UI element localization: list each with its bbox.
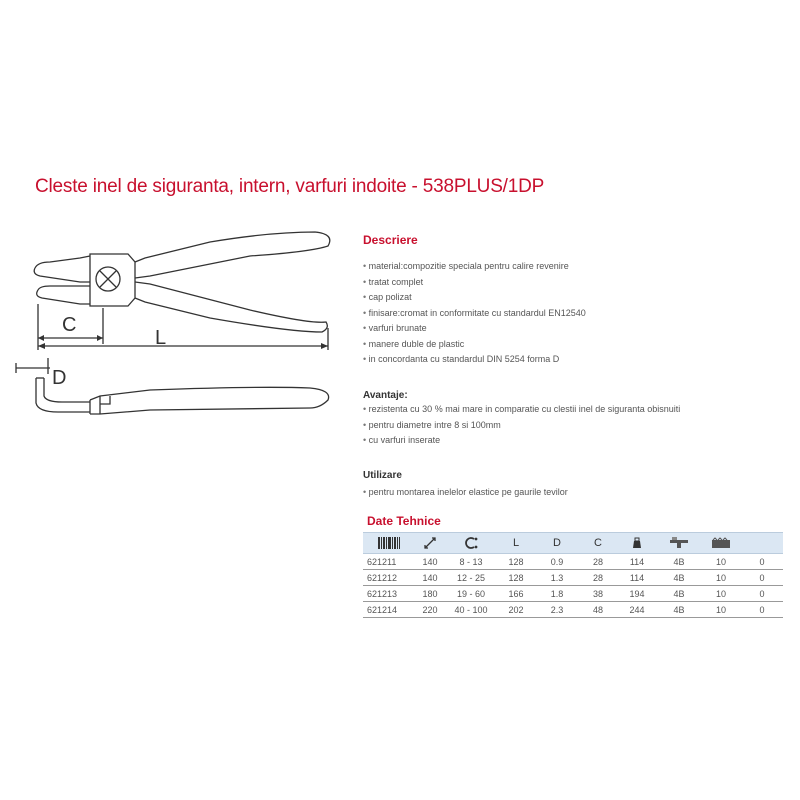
- cell: 0: [741, 554, 783, 570]
- dimension-d-label: D: [52, 367, 67, 389]
- cell: 4B: [657, 570, 701, 586]
- pack-quantity-icon: [701, 533, 741, 554]
- list-item: • cap polizat: [363, 290, 586, 306]
- header-l: L: [497, 533, 535, 554]
- cell-code: 621211: [363, 554, 415, 570]
- technical-data-table: [363, 532, 783, 618]
- cell: 10: [701, 554, 741, 570]
- cell: 10: [701, 602, 741, 618]
- barcode-icon: [363, 533, 415, 554]
- cell: 4B: [657, 602, 701, 618]
- list-item: • varfuri brunate: [363, 321, 586, 337]
- utilizare-heading: Utilizare: [363, 470, 402, 481]
- cell-code: 621212: [363, 570, 415, 586]
- cell: 28: [579, 570, 617, 586]
- header-c: C: [579, 533, 617, 554]
- cell-code: 621213: [363, 586, 415, 602]
- cell: 10: [701, 586, 741, 602]
- descriere-heading: Descriere: [363, 233, 418, 247]
- cell: 114: [617, 554, 657, 570]
- cell: 140: [415, 554, 445, 570]
- dimension-l-label: L: [155, 327, 167, 349]
- cell: 38: [579, 586, 617, 602]
- cell: 0: [741, 570, 783, 586]
- cell-code: 621214: [363, 602, 415, 618]
- list-item: • pentru diametre intre 8 si 100mm: [363, 418, 680, 434]
- cell: 2.3: [535, 602, 579, 618]
- cell: 114: [617, 570, 657, 586]
- cell: 1.8: [535, 586, 579, 602]
- cell: 8 - 13: [445, 554, 497, 570]
- cell: 128: [497, 554, 535, 570]
- table-row: [363, 570, 783, 586]
- cell: 1.3: [535, 570, 579, 586]
- pliers-technical-drawing: [10, 218, 340, 418]
- cell: 194: [617, 586, 657, 602]
- cell: 202: [497, 602, 535, 618]
- list-item: • pentru montarea inelelor elastice pe gaurile tevilor: [363, 485, 568, 501]
- cell: 0: [741, 602, 783, 618]
- list-item: • manere duble de plastic: [363, 337, 586, 353]
- cell: 0.9: [535, 554, 579, 570]
- table-row: [363, 602, 783, 618]
- cell: 28: [579, 554, 617, 570]
- cell: 48: [579, 602, 617, 618]
- ring-range-icon: [445, 533, 497, 554]
- list-item: • rezistenta cu 30 % mai mare in comparatie cu clestii inel de siguranta obisnuiti: [363, 402, 680, 418]
- cell: 128: [497, 570, 535, 586]
- cell: 4B: [657, 554, 701, 570]
- table-row: [363, 554, 783, 570]
- package-icon: [657, 533, 701, 554]
- list-item: • material:compozitie speciala pentru calire revenire: [363, 259, 586, 275]
- list-item: • in concordanta cu standardul DIN 5254 forma D: [363, 352, 586, 368]
- list-item: • tratat complet: [363, 275, 586, 291]
- avantaje-heading: Avantaje:: [363, 390, 408, 401]
- list-item: • cu varfuri inserate: [363, 433, 680, 449]
- weight-icon: [617, 533, 657, 554]
- cell: 19 - 60: [445, 586, 497, 602]
- cell: 166: [497, 586, 535, 602]
- cell: 180: [415, 586, 445, 602]
- cell: 40 - 100: [445, 602, 497, 618]
- list-item: • finisare:cromat in conformitate cu standardul EN12540: [363, 306, 586, 322]
- table-row: [363, 586, 783, 602]
- cell: 220: [415, 602, 445, 618]
- cell: 12 - 25: [445, 570, 497, 586]
- cell: 244: [617, 602, 657, 618]
- tech-data-heading: Date Tehnice: [367, 514, 441, 528]
- header-empty: [741, 533, 783, 554]
- cell: 10: [701, 570, 741, 586]
- length-icon: [415, 533, 445, 554]
- cell: 0: [741, 586, 783, 602]
- avantaje-list: [363, 402, 680, 449]
- header-d: D: [535, 533, 579, 554]
- utilizare-list: [363, 485, 568, 501]
- product-title: Cleste inel de siguranta, intern, varfuri indoite - 538PLUS/1DP: [35, 176, 545, 197]
- dimension-c-label: C: [62, 314, 77, 336]
- cell: 140: [415, 570, 445, 586]
- descriere-list: [363, 259, 586, 368]
- table-header-row: [363, 533, 783, 554]
- cell: 4B: [657, 586, 701, 602]
